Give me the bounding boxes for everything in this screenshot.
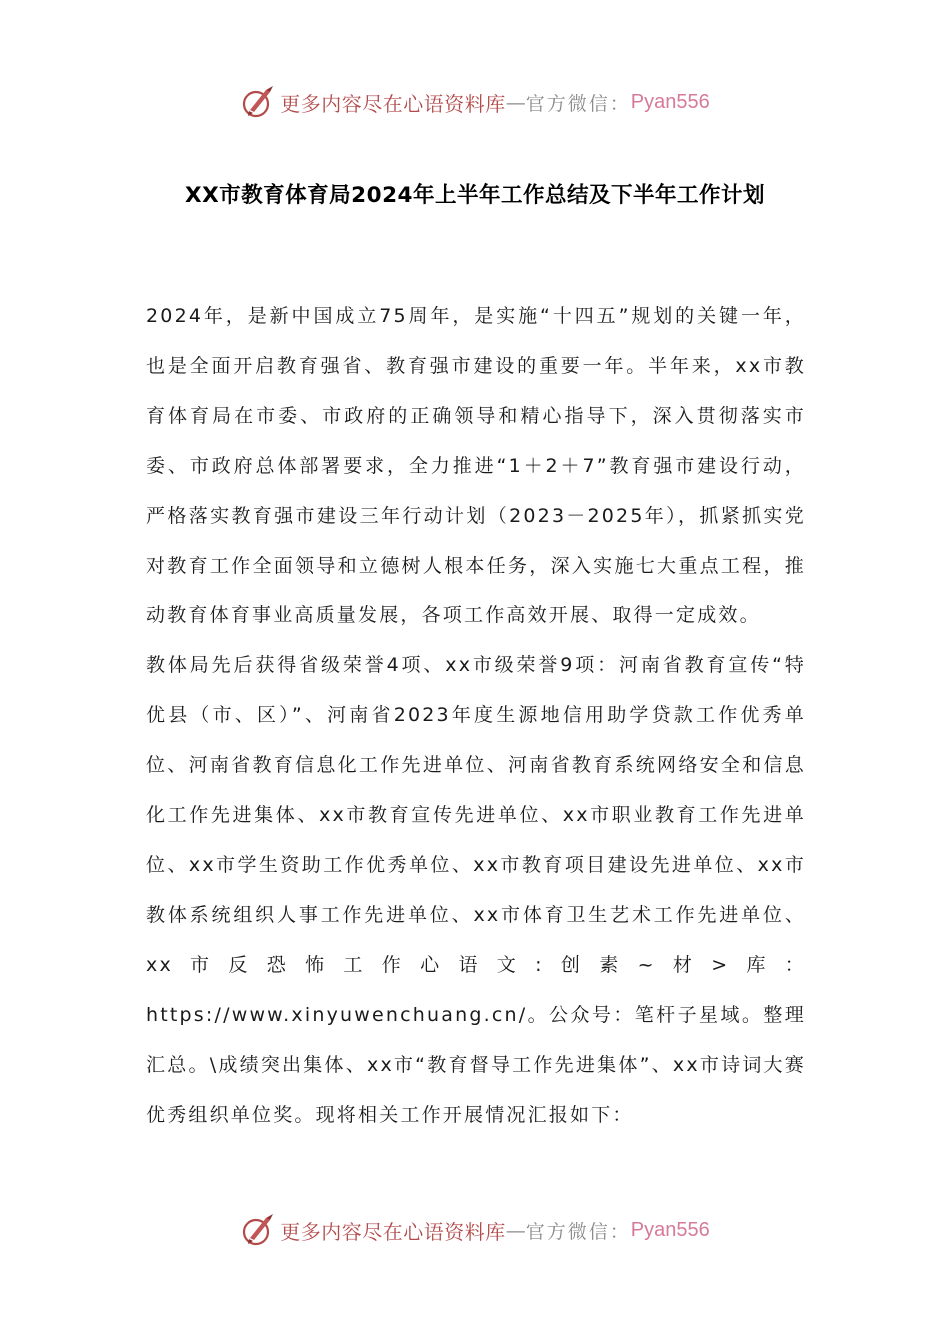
paragraph-intro: 2024年，是新中国成立75周年，是实施“十四五”规划的关键一年，也是全面开启教育强省、教育强市建设的重要一年。半年来，xx市教育体育局在市委、市政府的正确领导和精心指导下，深入贯彻落实市委、市政府总体部署要求，全力推进“1＋2＋7”教育强市建设行动，严格落实教育强市建设三年行动计划（2023－2025年），抓紧抓实党对教育工作全面领导和立德树人根本任务，深入实施七大重点工程，推动教育体育事业高质量发展，各项工作高效开展、取得一定成效。 bbox=[146, 305, 806, 627]
footer-watermark bbox=[0, 1208, 950, 1252]
header-watermark bbox=[0, 80, 950, 124]
watermark-separator: — bbox=[505, 1218, 526, 1242]
document-body bbox=[146, 292, 806, 1140]
watermark-contact-id: Pyan556 bbox=[630, 1218, 710, 1241]
watermark-slogan: 更多内容尽在心语资料库 bbox=[280, 1219, 506, 1244]
paragraph-honors: 教体局先后获得省级荣誉4项、xx市级荣誉9项：河南省教育宣传“特优县（市、区）”、河南省2023年度生源地信用助学贷款工作优秀单位、河南省教育信息化工作先进单位、河南省教育系统网络安全和信息化工作先进集体、xx市教育宣传先进单位、xx市职业教育工作先进单位、xx市学生资助工作优秀单位、xx市教育项目建设先进单位、xx市教体系统组织人事工作先进单位、xx市体育卫生艺术工作先进单位、xx市反恐怖工作心语文:创素~材>库：https://www.xinyuwenchuang.cn/。公众号：笔杆子星域。整理汇总。\成绩突出集体、xx市“教育督导工作先进集体”、xx市诗词大赛优秀组织单位奖。现将相关工作开展情况汇报如下： bbox=[146, 654, 806, 1126]
watermark-separator: — bbox=[505, 90, 526, 114]
document-title: XX市教育体育局2024年上半年工作总结及下半年工作计划 bbox=[185, 183, 765, 208]
watermark-contact-label: 官方微信： bbox=[525, 92, 631, 115]
watermark-contact-id: Pyan556 bbox=[630, 90, 710, 113]
watermark-contact-label: 官方微信： bbox=[525, 1220, 631, 1243]
quill-pen-logo-icon bbox=[240, 84, 276, 120]
quill-pen-logo-icon bbox=[240, 1212, 276, 1248]
watermark-slogan: 更多内容尽在心语资料库 bbox=[280, 91, 506, 116]
